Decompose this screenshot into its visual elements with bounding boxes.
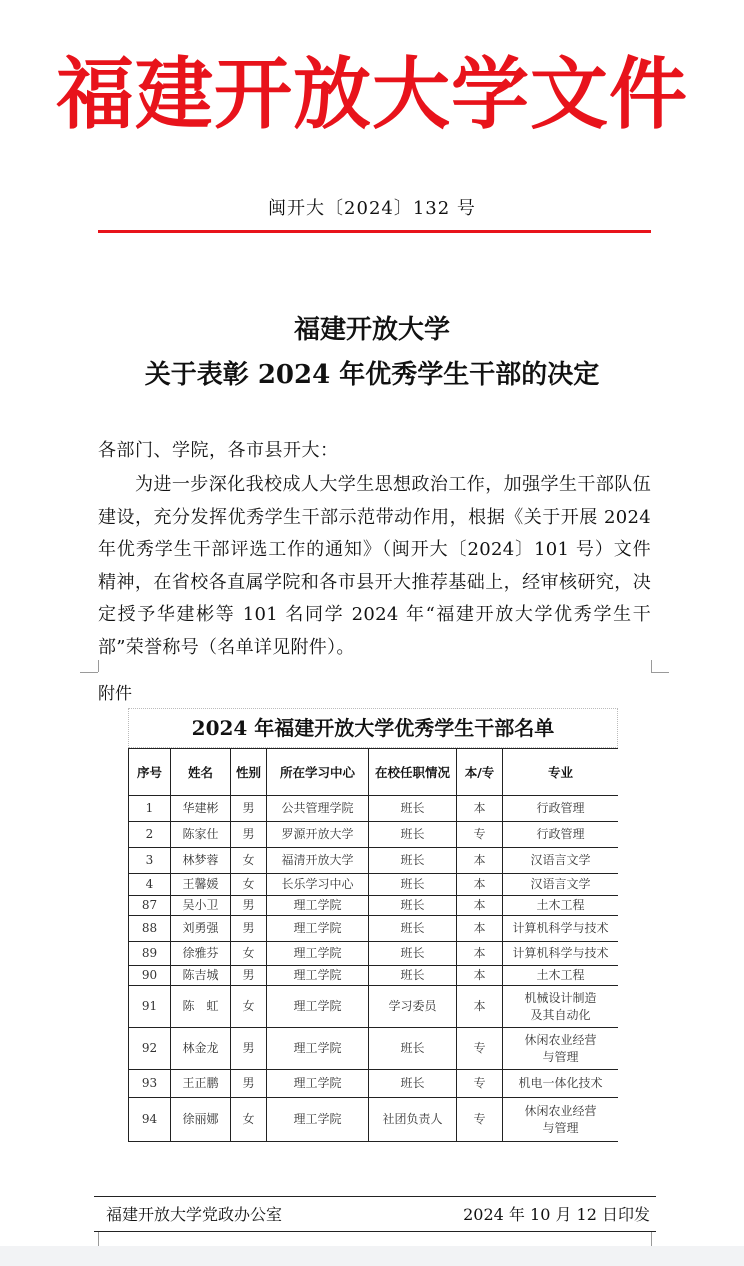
red-header-rule bbox=[98, 230, 651, 233]
crop-mark-bottom-left bbox=[98, 1232, 99, 1246]
table-cell: 王馨媛 bbox=[171, 874, 231, 896]
attachment-title: 2024 年福建开放大学优秀学生干部名单 bbox=[128, 708, 618, 748]
table-cell: 土木工程 bbox=[503, 966, 619, 986]
table-cell: 94 bbox=[129, 1098, 171, 1142]
table-cell: 林梦蓉 bbox=[171, 848, 231, 874]
table-cell: 3 bbox=[129, 848, 171, 874]
table-cell: 女 bbox=[231, 874, 267, 896]
table-row bbox=[129, 1028, 619, 1070]
footer-rule-bottom bbox=[94, 1231, 656, 1232]
table-row bbox=[129, 1098, 619, 1142]
table-row bbox=[129, 916, 619, 942]
crop-mark-bottom-right bbox=[651, 1232, 652, 1246]
table-cell: 专 bbox=[457, 1070, 503, 1098]
table-cell: 理工学院 bbox=[267, 1070, 369, 1098]
table-cell: 班长 bbox=[369, 874, 457, 896]
document-number: 闽开大〔2024〕132 号 bbox=[268, 198, 476, 219]
table-row bbox=[129, 1070, 619, 1098]
table-row bbox=[129, 986, 619, 1028]
table-cell: 罗源开放大学 bbox=[267, 822, 369, 848]
table-cell: 专 bbox=[457, 1028, 503, 1070]
table-header-cell: 性别 bbox=[231, 749, 267, 796]
table-row bbox=[129, 848, 619, 874]
table-cell: 专 bbox=[457, 822, 503, 848]
table-cell: 休闲农业经营 与管理 bbox=[503, 1098, 619, 1142]
table-cell: 男 bbox=[231, 966, 267, 986]
footer-date: 2024 年 10 月 12 日印发 bbox=[463, 1205, 650, 1224]
table-cell: 机电一体化技术 bbox=[503, 1070, 619, 1098]
table-cell: 林金龙 bbox=[171, 1028, 231, 1070]
table-cell: 理工学院 bbox=[267, 1028, 369, 1070]
table-cell: 徐丽娜 bbox=[171, 1098, 231, 1142]
table-cell: 班长 bbox=[369, 896, 457, 916]
table-cell: 理工学院 bbox=[267, 916, 369, 942]
table-body bbox=[129, 796, 619, 1142]
table-cell: 陈吉城 bbox=[171, 966, 231, 986]
table-header-cell: 本/专 bbox=[457, 749, 503, 796]
table-cell: 班长 bbox=[369, 796, 457, 822]
table-cell: 理工学院 bbox=[267, 896, 369, 916]
footer-rule-top bbox=[94, 1196, 656, 1197]
table-cell: 理工学院 bbox=[267, 1098, 369, 1142]
table-cell: 88 bbox=[129, 916, 171, 942]
table-cell: 班长 bbox=[369, 822, 457, 848]
table-cell: 土木工程 bbox=[503, 896, 619, 916]
table-cell: 本 bbox=[457, 874, 503, 896]
crop-mark-left bbox=[80, 672, 98, 673]
table-cell: 休闲农业经营 与管理 bbox=[503, 1028, 619, 1070]
table-cell: 本 bbox=[457, 896, 503, 916]
table-row bbox=[129, 874, 619, 896]
table-row bbox=[129, 822, 619, 848]
table-cell: 理工学院 bbox=[267, 986, 369, 1028]
table-cell: 女 bbox=[231, 848, 267, 874]
table-cell: 陈 虹 bbox=[171, 986, 231, 1028]
table-cell: 4 bbox=[129, 874, 171, 896]
table-cell: 班长 bbox=[369, 1028, 457, 1070]
table-row bbox=[129, 942, 619, 966]
table-cell: 男 bbox=[231, 896, 267, 916]
table-cell: 徐雅芬 bbox=[171, 942, 231, 966]
footer-issuer: 福建开放大学党政办公室 bbox=[106, 1205, 283, 1224]
table-cell: 计算机科学与技术 bbox=[503, 916, 619, 942]
crop-mark-right bbox=[651, 672, 669, 673]
honor-list-table bbox=[128, 748, 618, 1142]
table-cell: 理工学院 bbox=[267, 942, 369, 966]
table-cell: 专 bbox=[457, 1098, 503, 1142]
table-cell: 91 bbox=[129, 986, 171, 1028]
table-cell: 刘勇强 bbox=[171, 916, 231, 942]
table-cell: 班长 bbox=[369, 916, 457, 942]
table-cell: 班长 bbox=[369, 848, 457, 874]
table-cell: 男 bbox=[231, 796, 267, 822]
table-cell: 陈家仕 bbox=[171, 822, 231, 848]
table-cell: 男 bbox=[231, 1028, 267, 1070]
table-cell: 男 bbox=[231, 1070, 267, 1098]
table-cell: 社团负责人 bbox=[369, 1098, 457, 1142]
viewer-bottom-band bbox=[0, 1246, 744, 1266]
red-header-title: 福建开放大学文件 bbox=[55, 49, 688, 140]
table-cell: 班长 bbox=[369, 942, 457, 966]
table-cell: 班长 bbox=[369, 966, 457, 986]
table-cell: 本 bbox=[457, 796, 503, 822]
document-title-line2: 关于表彰 2024 年优秀学生干部的决定 bbox=[144, 360, 600, 390]
table-cell: 本 bbox=[457, 916, 503, 942]
table-cell: 汉语言文学 bbox=[503, 874, 619, 896]
table-cell: 吴小卫 bbox=[171, 896, 231, 916]
table-header-row bbox=[129, 749, 619, 796]
crop-mark-right-v bbox=[651, 660, 652, 672]
table-cell: 本 bbox=[457, 942, 503, 966]
table-cell: 长乐学习中心 bbox=[267, 874, 369, 896]
table-row bbox=[129, 896, 619, 916]
table-cell: 理工学院 bbox=[267, 966, 369, 986]
table-cell: 89 bbox=[129, 942, 171, 966]
table-cell: 行政管理 bbox=[503, 822, 619, 848]
crop-mark-left-v bbox=[98, 660, 99, 672]
attachment-label: 附件 bbox=[98, 684, 132, 704]
document-title-line1: 福建开放大学 bbox=[293, 315, 450, 345]
table-cell: 本 bbox=[457, 986, 503, 1028]
table-cell: 本 bbox=[457, 848, 503, 874]
salutation: 各部门、学院，各市县开大： bbox=[98, 440, 339, 461]
table-row bbox=[129, 796, 619, 822]
table-cell: 班长 bbox=[369, 1070, 457, 1098]
table-header-cell: 在校任职情况 bbox=[369, 749, 457, 796]
table-cell: 计算机科学与技术 bbox=[503, 942, 619, 966]
table-cell: 男 bbox=[231, 822, 267, 848]
table-cell: 90 bbox=[129, 966, 171, 986]
attachment-list bbox=[128, 708, 618, 1148]
table-header-cell: 所在学习中心 bbox=[267, 749, 369, 796]
table-cell: 1 bbox=[129, 796, 171, 822]
table-cell: 87 bbox=[129, 896, 171, 916]
table-header-cell: 序号 bbox=[129, 749, 171, 796]
table-cell: 机械设计制造 及其自动化 bbox=[503, 986, 619, 1028]
table-cell: 93 bbox=[129, 1070, 171, 1098]
table-cell: 女 bbox=[231, 1098, 267, 1142]
table-cell: 学习委员 bbox=[369, 986, 457, 1028]
table-header-cell: 姓名 bbox=[171, 749, 231, 796]
table-cell: 92 bbox=[129, 1028, 171, 1070]
table-cell: 本 bbox=[457, 966, 503, 986]
table-cell: 女 bbox=[231, 986, 267, 1028]
table-cell: 汉语言文学 bbox=[503, 848, 619, 874]
table-row bbox=[129, 966, 619, 986]
table-cell: 行政管理 bbox=[503, 796, 619, 822]
table-cell: 男 bbox=[231, 916, 267, 942]
table-cell: 王正鹏 bbox=[171, 1070, 231, 1098]
body-paragraph: 为进一步深化我校成人大学生思想政治工作，加强学生干部队伍建设，充分发挥优秀学生干部示范带动作用，根据《关于开展 2024 年优秀学生干部评选工作的通知》（闽开大〔2024〕101 号）文件精神，在省校各直属学院和各市县开大推荐基础上，经审核研究，决定授予华建彬等 101 名同学 2024 年“福建开放大学优秀学生干部”荣誉称号（名单详见附件）。 bbox=[98, 474, 651, 658]
table-cell: 2 bbox=[129, 822, 171, 848]
table-header-cell: 专业 bbox=[503, 749, 619, 796]
table-cell: 女 bbox=[231, 942, 267, 966]
table-cell: 福清开放大学 bbox=[267, 848, 369, 874]
table-cell: 华建彬 bbox=[171, 796, 231, 822]
table-cell: 公共管理学院 bbox=[267, 796, 369, 822]
